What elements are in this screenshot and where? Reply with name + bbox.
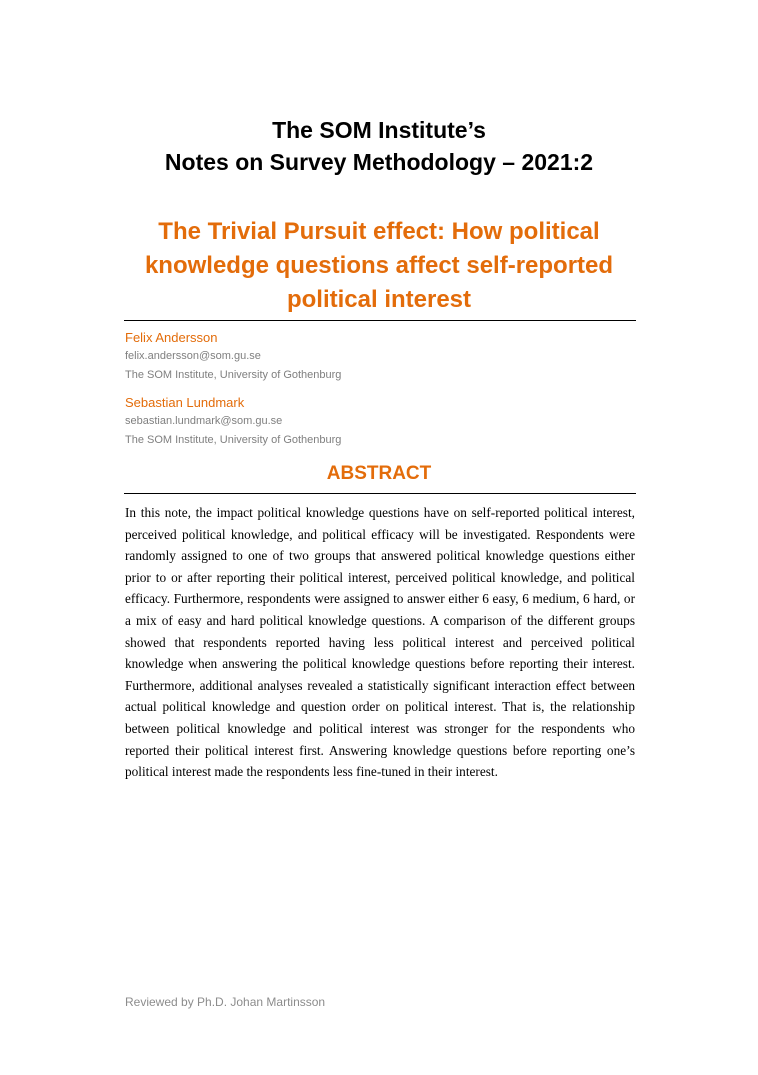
author-email: felix.andersson@som.gu.se — [125, 350, 261, 362]
abstract-text: In this note, the impact political knowledge questions have on self-reported political interest, perceived political knowledge, and political efficacy will be investigated. Respondents were randomly assigned to one of two groups that answered political knowledge questions either prior to or after reporting their political interest, perceived political knowledge, and political efficacy. Furthermore, respondents were assigned to answer either 6 easy, 6 medium, 6 hard, or a mix of easy and hard political knowledge questions. A comparison of the different groups showed that respondents reported having less political interest and perceived political knowledge when answering the political knowledge questions before reporting their interest. Furthermore, additional analyses revealed a statistically significant interaction effect between actual political knowledge and question order on political interest. That is, the relationship between political knowledge and political interest was stronger for the respondents who reported their political interest first. Answering knowledge questions before reporting one’s political interest made the respondents less fine-tuned in their interest. — [125, 505, 635, 780]
author-affiliation: The SOM Institute, University of Gothenburg — [125, 434, 342, 446]
series-title — [0, 114, 758, 178]
author-block — [125, 329, 341, 385]
author-name: Sebastian Lundmark — [125, 395, 245, 410]
author-block — [125, 394, 341, 450]
abstract-divider — [124, 493, 636, 494]
author-affiliation: The SOM Institute, University of Gothenburg — [125, 369, 342, 381]
series-title-line-1: The SOM Institute’s — [272, 117, 486, 143]
reviewer-note: Reviewed by Ph.D. Johan Martinsson — [125, 995, 326, 1009]
author-name: Felix Andersson — [125, 330, 218, 345]
paper-title: The Trivial Pursuit effect: How political knowledge questions affect self-reported political interest — [144, 218, 614, 313]
series-title-line-2: Notes on Survey Methodology – 2021:2 — [164, 149, 594, 175]
author-email: sebastian.lundmark@som.gu.se — [125, 415, 283, 427]
title-divider — [124, 320, 636, 321]
abstract-heading: ABSTRACT — [326, 463, 432, 484]
